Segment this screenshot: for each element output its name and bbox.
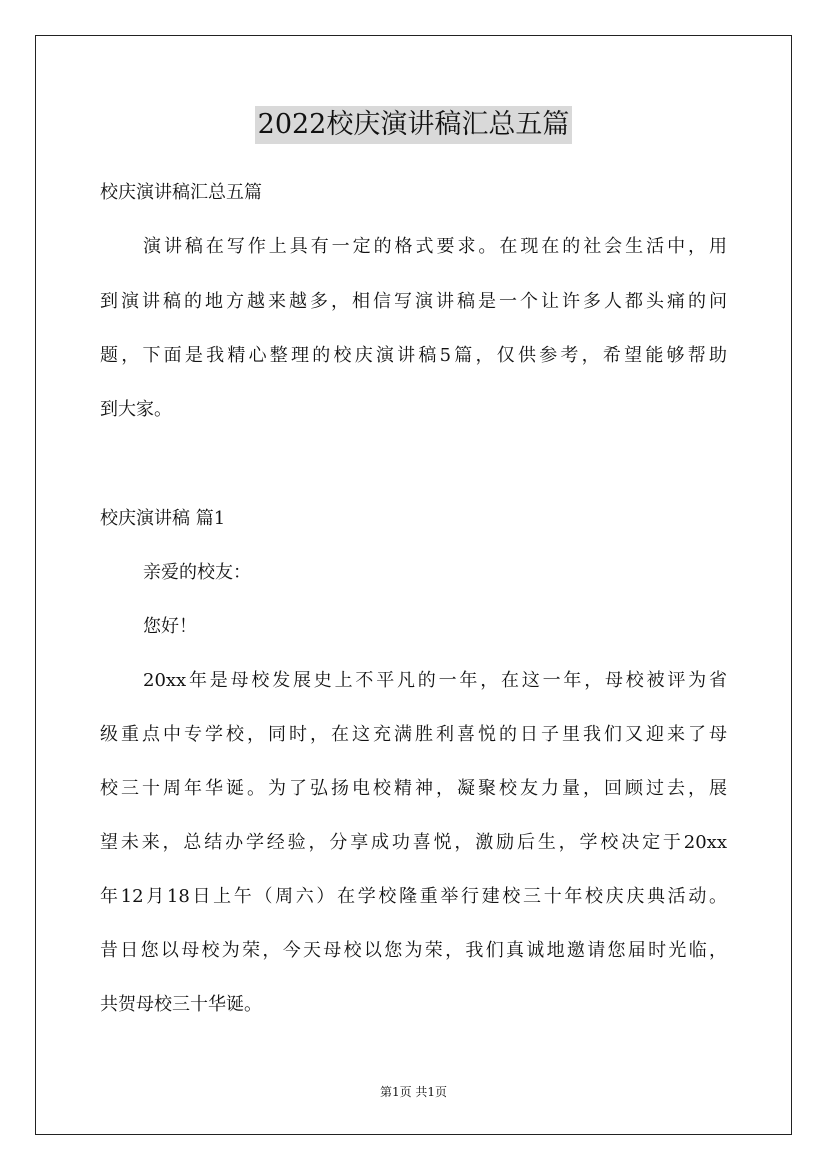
body-line-6: 昔日您以母校为荣，今天母校以您为荣，我们真诚地邀请您届时光临， — [100, 940, 727, 961]
body-line-1: 20xx年是母校发展史上不平凡的一年，在这一年，母校被评为省 — [143, 670, 727, 691]
greeting-line: 亲爱的校友： — [143, 562, 251, 583]
body-line-7: 共贺母校三十华诞。 — [100, 994, 262, 1015]
intro-line-4: 到大家。 — [100, 399, 172, 420]
body-line-4: 望未来，总结办学经验，分享成功喜悦，激励后生，学校决定于20xx — [100, 832, 727, 853]
document-title — [0, 103, 827, 144]
body-line-5: 年12月18日上午（周六）在学校隆重举行建校三十年校庆庆典活动。 — [100, 886, 727, 907]
section-heading: 校庆演讲稿 篇1 — [100, 508, 226, 529]
intro-line-1: 演讲稿在写作上具有一定的格式要求。在现在的社会生活中，用 — [143, 236, 727, 257]
page-number: 第1页 共1页 — [379, 1085, 448, 1099]
body-line-3: 校三十周年华诞。为了弘扬电校精神，凝聚校友力量，回顾过去，展 — [100, 778, 727, 799]
greeting-line-2: 您好！ — [143, 616, 197, 637]
intro-line-2: 到演讲稿的地方越来越多，相信写演讲稿是一个让许多人都头痛的问 — [100, 291, 727, 312]
document-title-text: 2022校庆演讲稿汇总五篇 — [255, 106, 573, 144]
body-line-2: 级重点中专学校，同时，在这充满胜利喜悦的日子里我们又迎来了母 — [100, 724, 727, 745]
intro-line-3: 题，下面是我精心整理的校庆演讲稿5篇，仅供参考，希望能够帮助 — [100, 345, 727, 366]
document-subtitle: 校庆演讲稿汇总五篇 — [100, 182, 262, 203]
